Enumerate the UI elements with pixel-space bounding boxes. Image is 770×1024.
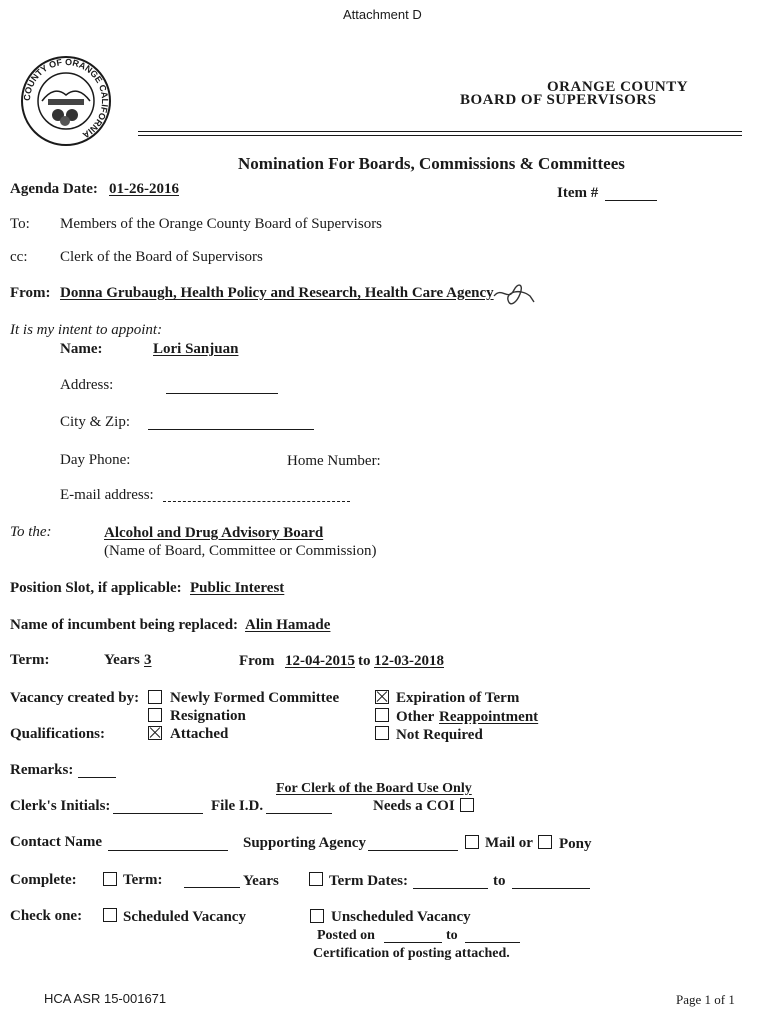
checkbox-pony[interactable] [538,835,552,849]
name-label: Name: [60,341,103,357]
scheduled-vacancy-label: Scheduled Vacancy [123,909,246,925]
file-id-field[interactable] [266,813,332,814]
city-zip-label: City & Zip: [60,414,131,430]
clerk-initials-field[interactable] [113,813,203,814]
clerk-use-only: For Clerk of the Board Use Only [276,781,472,796]
opt-not-required: Not Required [396,727,483,743]
unscheduled-vacancy-label: Unscheduled Vacancy [331,909,471,925]
seal-text: COUNTY OF ORANGE CALIFORNIA [21,56,111,141]
checkbox-mail[interactable] [465,835,479,849]
page-number: Page 1 of 1 [676,992,735,1007]
board-caption: (Name of Board, Committee or Commission) [104,543,377,559]
years-label: Years [104,652,140,668]
term-dates-to-label: to [493,873,506,889]
org-line-1: ORANGE COUNTY [547,79,689,95]
board-name: Alcohol and Drug Advisory Board [104,525,324,541]
needs-coi-label: Needs a COI [373,798,455,814]
cc-label: cc: [10,249,28,265]
opt-attached: Attached [170,726,229,742]
vacancy-label: Vacancy created by: [10,690,140,706]
form-title: Nomination For Boards, Commissions & Committees [238,154,625,173]
term-from-word: From [239,653,275,669]
position-label: Position Slot, if applicable: [10,580,182,596]
term-from-date: 12-04-2015 [285,653,355,669]
to-label: To: [10,216,30,232]
agenda-date: 01-26-2016 [109,181,179,197]
posted-to-label: to [446,928,458,943]
term-label: Term: [10,652,50,668]
name-value: Lori Sanjuan [153,341,239,357]
complete-term-field[interactable] [184,887,240,888]
to-the-label: To the: [10,524,52,540]
opt-resignation: Resignation [170,708,246,724]
contact-name-field[interactable] [108,850,228,851]
to-value: Members of the Orange County Board of Supervisors [60,216,383,232]
checkbox-other[interactable] [375,708,389,722]
item-field[interactable] [605,200,657,201]
checkbox-complete-term[interactable] [103,872,117,886]
check-one-label: Check one: [10,908,83,924]
checkbox-expiration[interactable] [375,690,389,704]
intent-label: It is my intent to appoint: [10,322,163,338]
email-field[interactable] [163,501,350,502]
pony-label: Pony [559,836,592,852]
posted-on-field[interactable] [384,942,442,943]
checkbox-attached[interactable] [148,726,162,740]
incumbent-label: Name of incumbent being replaced: [10,617,239,633]
document-id: HCA ASR 15-001671 [44,991,167,1006]
city-zip-field[interactable] [148,429,314,430]
header-rule [138,131,742,132]
supporting-agency-field[interactable] [368,850,458,851]
posted-to-field[interactable] [465,942,520,943]
county-seal-icon [20,55,112,147]
email-label: E-mail address: [60,487,154,503]
file-id-label: File I.D. [211,798,264,814]
home-number-label: Home Number: [287,453,381,469]
complete-label: Complete: [10,872,77,888]
day-phone-label: Day Phone: [60,452,131,468]
clerk-initials-label: Clerk's Initials: [10,798,111,814]
term-to-date: 12-03-2018 [374,653,444,669]
from-label: From: [10,285,51,301]
position-value: Public Interest [190,580,285,596]
checkbox-term-dates[interactable] [309,872,323,886]
checkbox-resignation[interactable] [148,708,162,722]
address-field[interactable] [166,393,278,394]
checkbox-newly-formed[interactable] [148,690,162,704]
term-dates-label: Term Dates: [329,873,409,889]
opt-newly-formed: Newly Formed Committee [170,690,340,706]
checkbox-unscheduled[interactable] [310,909,324,923]
opt-other: Other [396,709,435,725]
supporting-agency-label: Supporting Agency [243,835,366,851]
term-dates-to-field[interactable] [512,888,590,889]
opt-reappointment: Reappointment [439,709,539,725]
incumbent-value: Alin Hamade [245,617,331,633]
complete-years-label: Years [243,873,279,889]
posted-on-label: Posted on [317,928,375,943]
org-line-2: BOARD OF SUPERVISORS [460,92,657,108]
qualifications-label: Qualifications: [10,726,106,742]
address-label: Address: [60,377,114,393]
agenda-label: Agenda Date: [10,181,98,197]
from-value: Donna Grubaugh, Health Policy and Research, Health Care Agency [60,285,494,301]
certification-label: Certification of posting attached. [313,946,510,961]
mail-or-label: Mail or [485,835,533,851]
cc-value: Clerk of the Board of Supervisors [60,249,263,265]
term-to-word: to [358,653,371,669]
remarks-label: Remarks: [10,762,74,778]
years-value: 3 [144,652,152,668]
complete-term-label: Term: [123,872,163,888]
header-rule-2 [138,135,742,136]
checkbox-scheduled[interactable] [103,908,117,922]
signature-icon [490,278,538,312]
contact-name-label: Contact Name [10,834,103,850]
item-label: Item # [557,185,599,201]
checkbox-not-required[interactable] [375,726,389,740]
attachment-label: Attachment D [343,7,422,22]
opt-expiration: Expiration of Term [396,690,520,706]
remarks-field[interactable] [78,777,116,778]
checkbox-needs-coi[interactable] [460,798,474,812]
term-dates-from-field[interactable] [413,888,488,889]
